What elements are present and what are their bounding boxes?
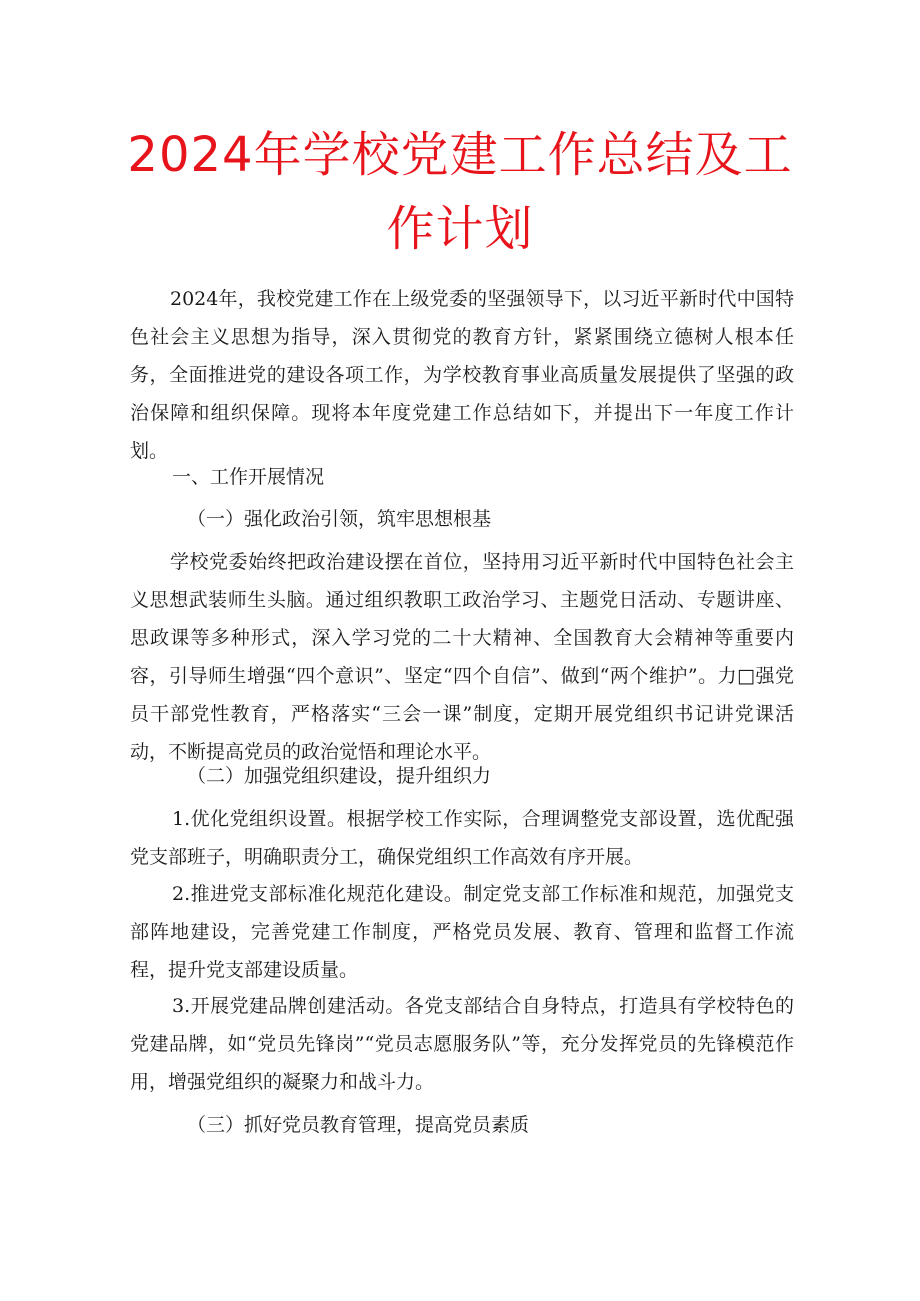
subsection-1-paragraph: 学校党委始终把政治建设摆在首位，坚持用习近平新时代中国特色社会主义思想武装师生头脑。通过组织教职工政治学习、主题党日活动、专题讲座、思政课等多种形式，深入学习党的二十大精神、全国教育大会精神等重要内容，引导师生增强“四个意识”、坚定“四个自信”、做到“两个维护”。力□强党员干部党性教育，严格落实“三会一课”制度，定期开展党组织书记讲党课活动，不断提高党员的政治觉悟和理论水平。 [130,551,794,763]
document-title: 2024年学校党建工作总结及工作计划 [127,127,793,257]
list-item-3: 3.开展党建品牌创建活动。各党支部结合自身特点，打造具有学校特色的党建品牌，如“党员先锋岗”“党员志愿服务队”等，充分发挥党员的先锋模范作用，增强党组织的凝聚力和战斗力。 [130,995,794,1093]
list-item-1: 1.优化党组织设置。根据学校工作实际，合理调整党支部设置，选优配强党支部班子，明确职责分工，确保党组织工作高效有序开展。 [130,808,794,868]
list-item-2: 2.推进党支部标准化规范化建设。制定党支部工作标准和规范，加强党支部阵地建设，完善党建工作制度，严格党员发展、教育、管理和监督工作流程，提升党支部建设质量。 [130,883,794,981]
section-heading-1: 一、工作开展情况 [172,466,325,488]
subsection-heading-2: （二）加强党组织建设，提升组织力 [187,765,492,787]
subsection-heading-1: （一）强化政治引领，筑牢思想根基 [187,508,492,530]
subsection-heading-3: （三）抓好党员教育管理，提高党员素质 [187,1114,530,1136]
intro-paragraph: 2024年，我校党建工作在上级党委的坚强领导下，以习近平新时代中国特色社会主义思想为指导，深入贯彻党的教育方针，紧紧围绕立德树人根本任务，全面推进党的建设各项工作，为学校教育事业高质量发展提供了坚强的政治保障和组织保障。现将本年度党建工作总结如下，并提出下一年度工作计划。 [130,288,794,462]
